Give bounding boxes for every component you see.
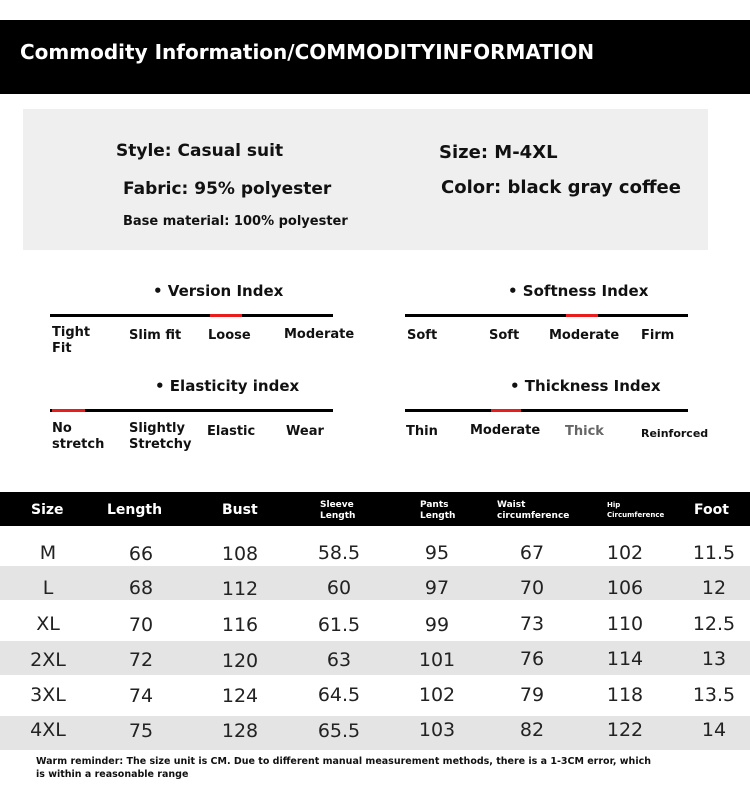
version-index-title: • Version Index <box>153 282 284 300</box>
cell-waist: 82 <box>519 719 545 741</box>
cell-foot: 12.5 <box>692 613 736 635</box>
cell-length: 72 <box>128 649 154 671</box>
thickness-label-thin: Thin <box>406 424 438 439</box>
version-index-scale <box>50 314 333 317</box>
cell-bust: 116 <box>221 614 259 636</box>
cell-hip: 118 <box>606 684 644 706</box>
thickness-index-scale <box>405 409 688 412</box>
elasticity-label-elastic: Elastic <box>207 424 256 439</box>
cell-foot: 11.5 <box>692 542 736 564</box>
softness-index-marker <box>566 314 598 317</box>
softness-index-scale <box>405 314 688 317</box>
cell-pants-length: 101 <box>418 649 456 671</box>
cell-waist: 76 <box>519 648 545 670</box>
version-label-moderate: Moderate <box>284 327 355 342</box>
cell-bust: 120 <box>221 650 259 672</box>
style-text: Style: Casual suit <box>116 141 284 161</box>
cell-pants-length: 99 <box>424 614 450 636</box>
cell-bust: 124 <box>221 685 259 707</box>
base-material-text: Base material: 100% polyester <box>123 214 348 229</box>
cell-hip: 102 <box>606 542 644 564</box>
version-label-loose: Loose <box>208 328 251 343</box>
cell-sleeve-length: 58.5 <box>317 542 361 564</box>
cell-sleeve-length: 64.5 <box>317 684 361 706</box>
cell-foot: 12 <box>701 577 727 599</box>
softness-label-firm: Firm <box>641 328 675 343</box>
warm-reminder-note: Warm reminder: The size unit is CM. Due to different manual measurement methods, there is a 1-3CM error, which is within a reasonable range <box>36 756 651 780</box>
column-header-sleeve-length: Sleeve Length <box>320 500 356 521</box>
cell-length: 74 <box>128 685 154 707</box>
size-range-text: Size: M-4XL <box>439 142 558 163</box>
version-index-marker <box>210 314 242 317</box>
cell-waist: 67 <box>519 542 545 564</box>
softness-label-soft-2: Soft <box>489 328 520 343</box>
cell-size: 3XL <box>30 684 66 706</box>
cell-sleeve-length: 63 <box>326 649 352 671</box>
cell-bust: 112 <box>221 578 259 600</box>
thickness-index-title: • Thickness Index <box>510 377 661 395</box>
column-header-foot: Foot <box>694 502 729 518</box>
elasticity-index-title: • Elasticity index <box>155 377 300 395</box>
cell-hip: 110 <box>606 613 644 635</box>
thickness-label-moderate: Moderate <box>470 423 541 438</box>
version-label-tight-fit: Tight Fit <box>52 325 91 356</box>
cell-size: XL <box>36 613 60 635</box>
cell-size: L <box>42 577 54 599</box>
elasticity-label-wear: Wear <box>286 424 324 439</box>
cell-sleeve-length: 61.5 <box>317 614 361 636</box>
fabric-text: Fabric: 95% polyester <box>123 179 332 199</box>
column-header-length: Length <box>107 502 163 518</box>
cell-sleeve-length: 60 <box>326 577 352 599</box>
cell-foot: 14 <box>701 719 727 741</box>
cell-pants-length: 97 <box>424 577 450 599</box>
cell-foot: 13 <box>701 648 727 670</box>
elasticity-label-no-stretch: No stretch <box>52 421 105 452</box>
cell-pants-length: 103 <box>418 719 456 741</box>
cell-length: 75 <box>128 720 154 742</box>
column-header-size: Size <box>31 502 64 518</box>
softness-label-moderate: Moderate <box>549 328 620 343</box>
cell-hip: 114 <box>606 648 644 670</box>
softness-index-title: • Softness Index <box>508 282 649 300</box>
elasticity-index-scale <box>50 409 333 412</box>
elasticity-label-slightly-stretchy: Slightly Stretchy <box>129 421 192 452</box>
cell-size: M <box>39 542 57 564</box>
cell-bust: 108 <box>221 543 259 565</box>
cell-length: 66 <box>128 543 154 565</box>
column-header-bust: Bust <box>222 502 258 518</box>
cell-length: 70 <box>128 614 154 636</box>
version-label-slim-fit: Slim fit <box>129 328 182 343</box>
thickness-label-thick: Thick <box>565 424 604 439</box>
cell-pants-length: 102 <box>418 684 456 706</box>
color-text: Color: black gray coffee <box>441 177 681 198</box>
cell-size: 2XL <box>30 649 66 671</box>
cell-waist: 79 <box>519 684 545 706</box>
cell-waist: 70 <box>519 577 545 599</box>
softness-label-soft-1: Soft <box>407 328 438 343</box>
cell-pants-length: 95 <box>424 542 450 564</box>
cell-foot: 13.5 <box>692 684 736 706</box>
column-header-hip-circumference: Hip Circumference <box>607 501 665 519</box>
cell-length: 68 <box>128 577 154 599</box>
thickness-index-marker <box>491 409 521 412</box>
thickness-label-reinforced: Reinforced <box>641 427 709 440</box>
cell-hip: 122 <box>606 719 644 741</box>
column-header-pants-length: Pants Length <box>420 500 456 521</box>
elasticity-index-marker <box>52 409 85 412</box>
page-title: Commodity Information/COMMODITYINFORMATION <box>20 40 595 64</box>
cell-size: 4XL <box>30 719 66 741</box>
cell-hip: 106 <box>606 577 644 599</box>
cell-waist: 73 <box>519 613 545 635</box>
column-header-waist-circumference: Waist circumference <box>497 500 570 521</box>
cell-bust: 128 <box>221 720 259 742</box>
cell-sleeve-length: 65.5 <box>317 720 361 742</box>
